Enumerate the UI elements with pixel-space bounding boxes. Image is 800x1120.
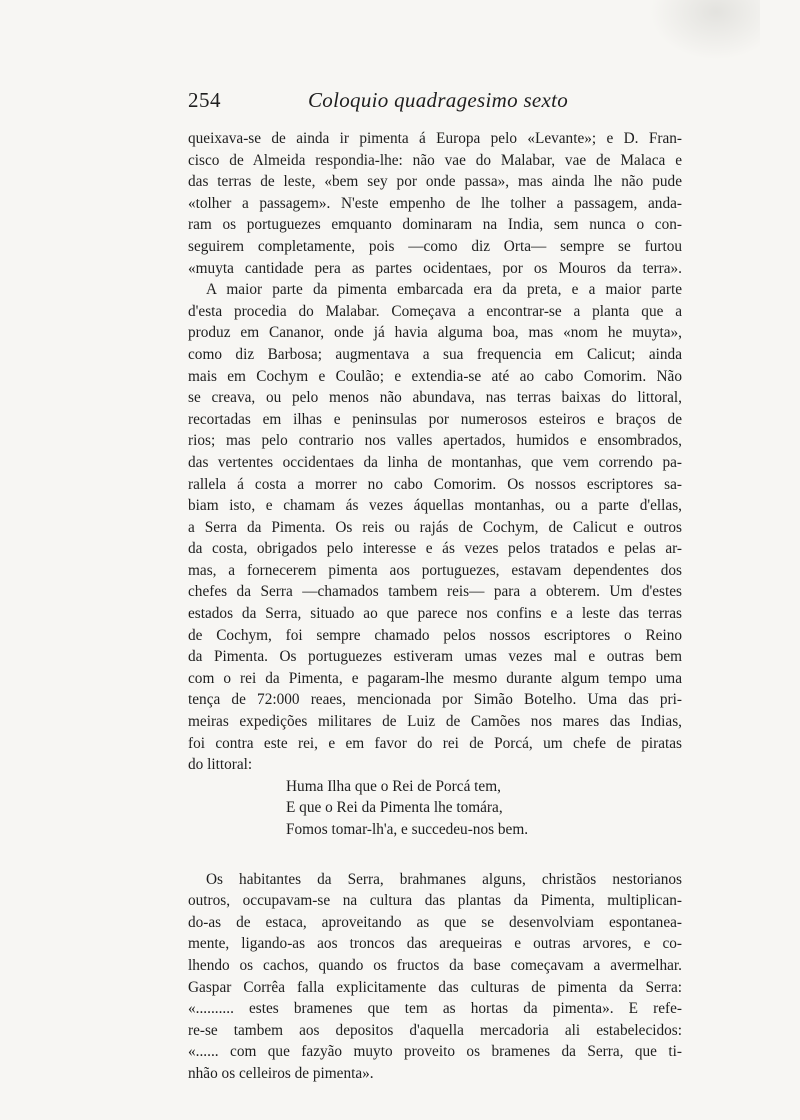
text-line: rios; mas pelo contrario nos valles apertados, humidos e ensombrados, (188, 432, 682, 450)
text-line: nhão os celleiros de pimenta». (188, 1064, 374, 1082)
text-line: do-as de estaca, aproveitando as que se desenvolviam espontanea- (188, 913, 682, 931)
text-line: seguirem completamente, pois —como diz Orta— sempre se furtou (188, 237, 682, 255)
paragraph-3 (188, 869, 682, 1085)
section-gap (188, 841, 682, 869)
paragraph-2 (188, 279, 682, 776)
text-line: da costa, obrigados pelo interesse e ás vezes pelos tratados e pelas ar- (188, 540, 682, 558)
text-line: outros, occupavam-se na cultura das plantas da Pimenta, multiplican- (188, 892, 682, 910)
text-line: «...... com que fazyão muyto proveito os bramenes da Serra, que ti- (188, 1043, 682, 1061)
text-line: rallela á costa a morrer no cabo Comorim. Os nossos escriptores sa- (188, 475, 682, 493)
text-line: re-se tambem aos depositos d'aquella mercadoria ali estabelecidos: (188, 1021, 682, 1039)
text-line: A maior parte da pimenta embarcada era da preta, e a maior parte (206, 281, 682, 299)
text-line: do littoral: (188, 756, 253, 774)
text-line: mas, a fornecerem pimenta aos portuguezes, estavam dependentes dos (188, 561, 682, 579)
text-line: cisco de Almeida respondia-lhe: não vae do Malabar, vae de Malaca e (188, 151, 682, 169)
text-line: queixava-se de ainda ir pimenta á Europa pelo «Levante»; e D. Fran- (188, 130, 682, 147)
text-line: como diz Barbosa; augmentava a sua frequencia em Calicut; ainda (188, 345, 682, 363)
text-line: a Serra da Pimenta. Os reis ou rajás de Cochym, de Calicut e outros (188, 518, 682, 536)
text-line: chefes da Serra —chamados tambem reis— para a obterem. Um d'estes (188, 583, 682, 601)
paragraph-1 (188, 128, 682, 279)
paper-smudge (650, 0, 760, 60)
text-line: se creava, ou pelo menos não abundava, nas terras baixas do littoral, (188, 389, 682, 407)
text-line: das terras de leste, «bem sey por onde passa», mas ainda lhe não pude (188, 173, 682, 191)
body-text (188, 128, 682, 1085)
text-line: com o rei da Pimenta, e pagaram-lhe mesmo durante algum tempo uma (188, 669, 682, 687)
text-line: tença de 72:000 reaes, mencionada por Simão Botelho. Uma das pri- (188, 691, 682, 709)
verse-quote (188, 776, 682, 841)
verse-line: E que o Rei da Pimenta lhe tomára, (286, 799, 503, 817)
text-line: «.......... estes bramenes que tem as hortas da pimenta». E refe- (188, 1000, 682, 1018)
text-line: «tolher a passagem». N'este empenho de lhe tolher a passagem, anda- (188, 194, 682, 212)
text-line: mais em Cochym e Coulão; e extendia-se até ao cabo Comorim. Não (188, 367, 682, 385)
text-line: Os habitantes da Serra, brahmanes alguns, christãos nestorianos (206, 870, 682, 888)
text-line: ram os portuguezes emquanto dominaram na India, sem nunca o con- (188, 216, 682, 234)
running-title: Coloquio quadragesimo sexto (308, 88, 569, 112)
text-line: d'esta procedia do Malabar. Começava a encontrar-se a planta que a (188, 302, 682, 320)
text-line: produz em Cananor, onde já havia alguma boa, mas «nom he muyta», (188, 324, 682, 342)
page-header (188, 88, 682, 118)
text-line: «muyta cantidade pera as partes ocidentaes, por os Mouros da terra». (188, 259, 682, 277)
text-line: mente, ligando-as aos troncos das arequeiras e outras arvores, e co- (188, 935, 682, 953)
text-line: estados da Serra, situado ao que parece nos confins e a leste das terras (188, 605, 682, 623)
text-line: Gaspar Corrêa falla explicitamente das culturas de pimenta da Serra: (188, 978, 682, 996)
text-line: meiras expedições militares de Luiz de Camões nos mares das Indias, (188, 713, 682, 731)
page-number: 254 (188, 88, 221, 112)
text-line: foi contra este rei, e em favor do rei de Porcá, um chefe de piratas (188, 734, 682, 752)
text-line: recortadas em ilhas e peninsulas por numerosos esteiros e braços de (188, 410, 682, 428)
text-line: da Pimenta. Os portuguezes estiveram umas vezes mal e outras bem (188, 648, 682, 666)
text-line: lhendo os cachos, quando os fructos da base começavam a avermelhar. (188, 956, 682, 974)
verse-line: Huma Ilha que o Rei de Porcá tem, (286, 777, 501, 795)
text-line: de Cochym, foi sempre chamado pelos nossos escriptores o Reino (188, 626, 682, 644)
text-line: das vertentes occidentaes da linha de montanhas, que vem correndo pa- (188, 453, 682, 471)
verse-line: Fomos tomar-lh'a, e succedeu-nos bem. (286, 821, 529, 838)
text-line: biam isto, e chamam ás vezes áquellas montanhas, ou a parte d'ellas, (188, 497, 682, 515)
